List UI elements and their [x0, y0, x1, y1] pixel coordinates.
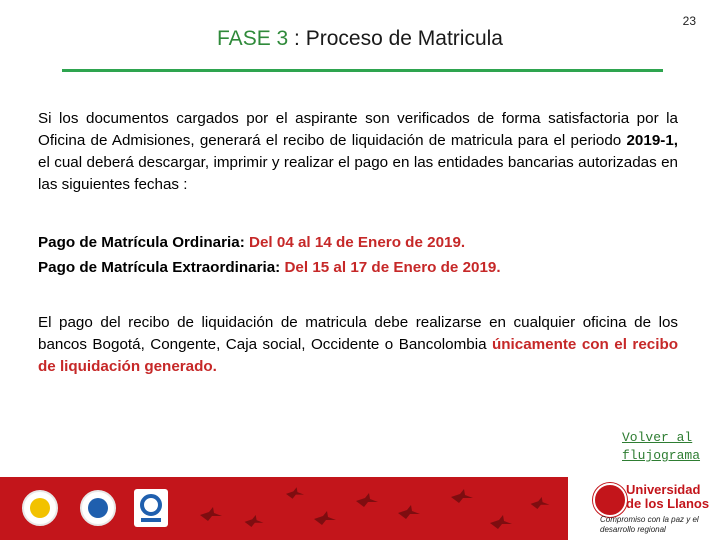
- intro-text-1: Si los documentos cargados por el aspirante son verificados de forma satisfactoria por la Oficina de Admisiones, generará el recibo de liquidación de matricula para el periodo: [38, 110, 678, 149]
- title-text: : Proceso de Matricula: [288, 27, 503, 50]
- payment-dates: [38, 230, 678, 280]
- footer-banner: [0, 477, 720, 540]
- extraordinary-payment-dates: Del 15 al 17 de Enero de 2019.: [284, 259, 501, 276]
- bird-icon: [356, 493, 378, 507]
- bird-icon: [314, 511, 336, 525]
- ordinary-payment-dates: Del 04 al 14 de Enero de 2019.: [249, 234, 466, 251]
- bird-icon: [450, 489, 474, 503]
- university-slogan: Compromiso con la paz y el desarrollo regional: [600, 515, 699, 534]
- bird-icon: [244, 515, 264, 527]
- payment-text: El pago del recibo de liquidación de matricula debe realizarse en cualquier oficina de los bancos Bogotá, Congente, Caja social, Occidente o Bancolombia: [38, 314, 678, 353]
- university-seal-icon: [593, 483, 627, 517]
- title-phase: FASE 3: [217, 27, 289, 50]
- colombia-seal-logo: [22, 490, 58, 526]
- payment-paragraph: [38, 312, 678, 378]
- quality-logo: [134, 489, 168, 527]
- intro-text-2: el cual deberá descargar, imprimir y realizar el pago en las entidades bancarias autorizadas en las siguientes fechas :: [38, 154, 678, 193]
- ordinary-payment-line: [38, 230, 678, 255]
- university-name: Universidad de los Llanos: [626, 482, 710, 511]
- bird-icon: [398, 505, 420, 519]
- period-value: 2019-1,: [626, 132, 678, 149]
- back-to-flowchart-link[interactable]: Volver al flujograma: [622, 430, 701, 463]
- payment-highlight: únicamente con el recibo de liquidación generado.: [38, 336, 678, 375]
- ordinary-payment-label: Pago de Matrícula Ordinaria:: [38, 234, 245, 251]
- intro-paragraph: [38, 108, 678, 196]
- bird-icon: [200, 507, 222, 521]
- university-logo-panel: [568, 477, 720, 540]
- bird-icon: [490, 515, 512, 529]
- extraordinary-payment-line: [38, 255, 678, 280]
- certification-logo: [80, 490, 116, 526]
- page-title: [0, 27, 720, 51]
- bird-icon: [286, 487, 304, 499]
- title-underline: [62, 69, 663, 72]
- slide-number: 23: [682, 14, 696, 28]
- extraordinary-payment-label: Pago de Matrícula Extraordinaria:: [38, 259, 281, 276]
- bird-icon: [530, 497, 550, 509]
